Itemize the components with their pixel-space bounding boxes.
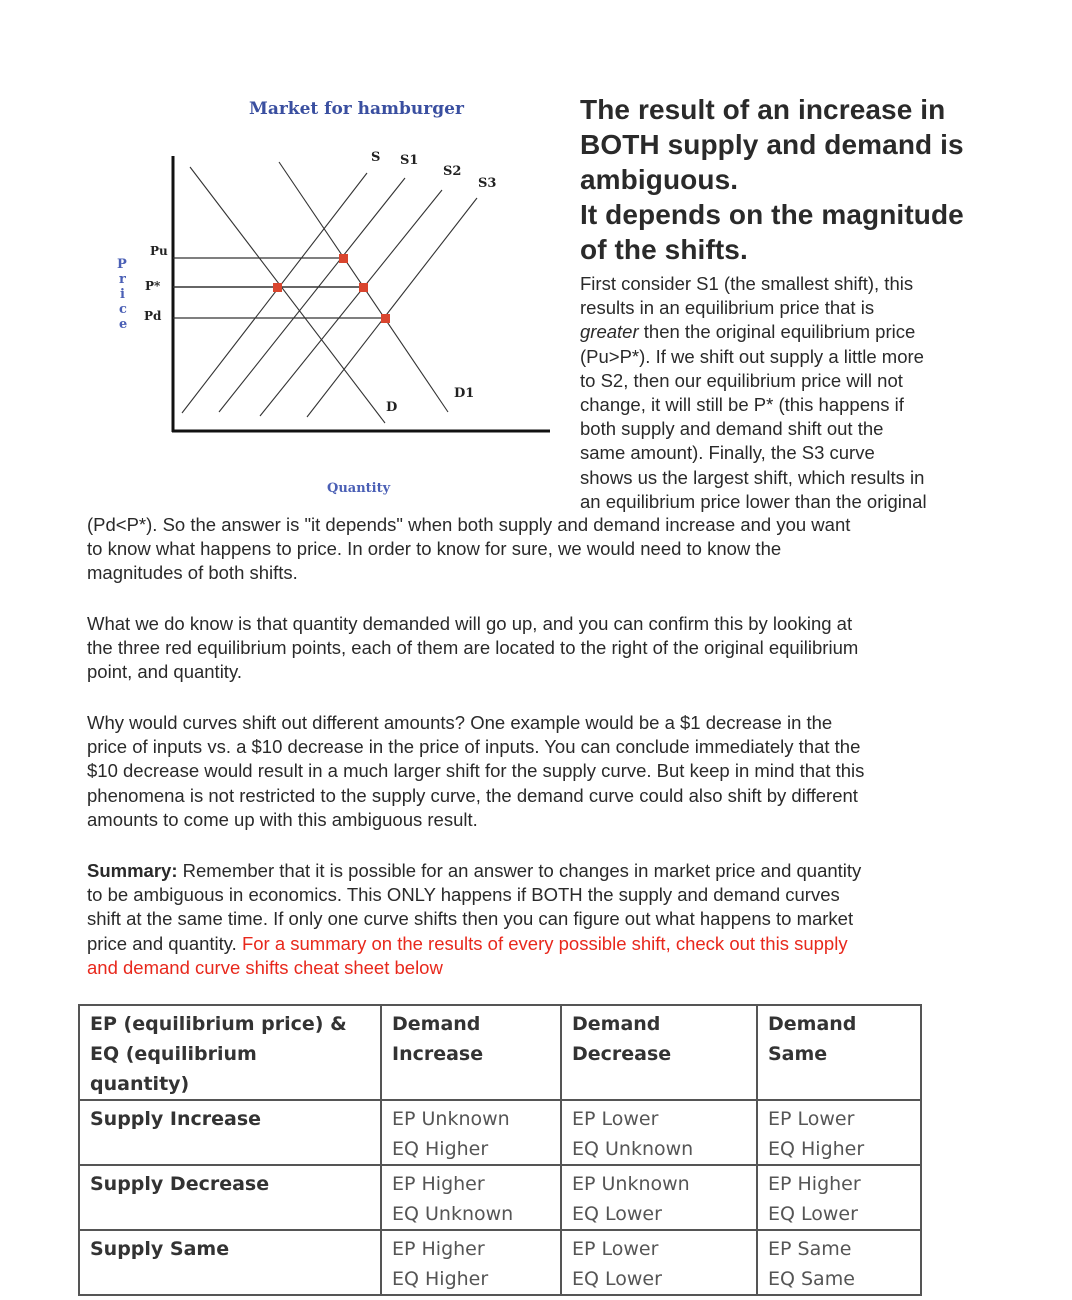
text-line: (Pu>P*). If we shift out supply a little more (580, 345, 924, 367)
cell-line: EQ Lower (572, 1203, 662, 1225)
text-line: an equilibrium price lower than the original (580, 490, 927, 512)
svg-text:c: c (119, 302, 127, 317)
text-line: (Pd<P*). So the answer is "it depends" when both supply and demand increase and you want (87, 514, 851, 535)
heading-line: The result of an increase in (580, 94, 946, 125)
paragraph-summary (87, 859, 977, 980)
supply-curve-s2 (260, 190, 442, 416)
cell-line: EQ Higher (768, 1138, 865, 1160)
text-line: First consider S1 (the smallest shift), this (580, 273, 914, 294)
text-line: point, and quantity. (87, 661, 242, 683)
x-axis-label: Quantity (327, 481, 391, 496)
cell-line: Demand (392, 1013, 481, 1035)
emphasis-greater: greater (580, 321, 639, 343)
cell-line: EQ Lower (768, 1203, 858, 1225)
cell-line: EP Higher (392, 1173, 485, 1195)
table-cell (381, 1100, 561, 1165)
graph-title: Market for hamburger (249, 99, 464, 119)
price-label-pd: Pd (144, 309, 162, 323)
supply-curve-s (182, 173, 367, 413)
cell-line: Demand (768, 1013, 857, 1035)
shift-cheat-sheet-table (78, 1004, 922, 1296)
label-s3: S3 (478, 176, 497, 191)
cell-line: EP Higher (768, 1173, 861, 1195)
table-cell (757, 1100, 921, 1165)
equilibrium-point-original (273, 283, 282, 292)
text-span: Remember that it is possible for an answer to changes in market price and quantity (177, 860, 862, 881)
paragraph-why-shift (87, 711, 977, 832)
equilibrium-point-s1 (339, 254, 348, 263)
text-line: amounts to come up with this ambiguous result. (87, 808, 478, 830)
text-line: the three red equilibrium points, each of them are located to the right of the original equilibrium (87, 637, 859, 659)
cell-line: EP Lower (572, 1238, 659, 1260)
cell-line: EP (equilibrium price) & (90, 1013, 347, 1035)
y-axis-label (117, 257, 127, 332)
cell-line: EQ Higher (392, 1268, 489, 1290)
column-header-demand-increase (381, 1005, 561, 1100)
text-line: shift at the same time. If only one curve shifts then you can figure out what happens to market (87, 908, 854, 930)
price-label-pstar: P* (145, 279, 161, 293)
text-line: both supply and demand shift out the (580, 418, 884, 440)
text-line: $10 decrease would result in a much larger shift for the supply curve. But keep in mind that this (87, 760, 865, 782)
text-line: to S2, then our equilibrium price will not (580, 369, 903, 391)
text-line: Why would curves shift out different amounts? One example would be a $1 decrease in the (87, 712, 833, 733)
equilibrium-point-s2 (359, 283, 368, 292)
column-header-demand-same (757, 1005, 921, 1100)
svg-text:e: e (119, 317, 128, 332)
supply-curve-s3 (307, 198, 477, 417)
label-d1: D1 (454, 386, 475, 401)
cell-line: Demand (572, 1013, 661, 1035)
table-cell (381, 1230, 561, 1295)
row-header-supply-same: Supply Same (79, 1230, 381, 1295)
table-cell (757, 1230, 921, 1295)
table-cell (561, 1100, 757, 1165)
text-line: to be ambiguous in economics. This ONLY happens if BOTH the supply and demand curves (87, 884, 840, 906)
heading (580, 92, 1020, 267)
column-header-demand-decrease (561, 1005, 757, 1100)
row-header-supply-decrease: Supply Decrease (79, 1165, 381, 1230)
text-line: phenomena is not restricted to the supply curve, the demand curve could also shift by different (87, 784, 858, 806)
svg-text:i: i (120, 287, 125, 302)
heading-line: It depends on the magnitude (580, 199, 964, 230)
paragraph-it-depends (87, 513, 977, 586)
cell-line: EP Higher (392, 1238, 485, 1260)
table-cell (381, 1165, 561, 1230)
table-cell (757, 1165, 921, 1230)
label-d: D (386, 400, 398, 415)
text-line (87, 859, 977, 883)
label-s1: S1 (400, 153, 419, 168)
text-line: to know what happens to price. In order to know for sure, we would need to know the (87, 538, 782, 560)
text-line: same amount). Finally, the S3 curve (580, 442, 875, 464)
table-row (79, 1100, 921, 1165)
summary-label: Summary: (87, 860, 178, 881)
text-line: results in an equilibrium price that is (580, 297, 875, 319)
svg-text:r: r (119, 272, 126, 287)
text-line (87, 932, 977, 956)
cell-line: Same (768, 1043, 828, 1065)
row-header-supply-increase: Supply Increase (79, 1100, 381, 1165)
text-line: What we do know is that quantity demanded will go up, and you can confirm this by looking at (87, 613, 853, 634)
supply-demand-graph (0, 0, 560, 510)
text-line: magnitudes of both shifts. (87, 562, 298, 584)
cell-line: quantity) (90, 1073, 190, 1095)
cell-line: EP Same (768, 1238, 852, 1260)
table-row (79, 1230, 921, 1295)
cell-line: EP Lower (572, 1108, 659, 1130)
table-row (79, 1165, 921, 1230)
heading-line: ambiguous. (580, 164, 739, 195)
explanation-paragraph (580, 272, 980, 514)
label-s: S (371, 150, 381, 165)
text-line: price of inputs vs. a $10 decrease in the price of inputs. You can conclude immediately that the (87, 736, 861, 758)
cell-line: EQ Unknown (572, 1138, 694, 1160)
cell-line: EP Lower (768, 1108, 855, 1130)
text-span: price and quantity. (87, 932, 242, 954)
cell-line: EQ Same (768, 1268, 855, 1290)
price-label-pu: Pu (150, 244, 168, 258)
cheat-sheet-note: For a summary on the results of every possible shift, check out this supply (241, 932, 848, 954)
cheat-sheet-note: and demand curve shifts cheat sheet below (87, 956, 443, 978)
cell-line: EQ (equilibrium (90, 1043, 257, 1065)
heading-line: of the shifts. (580, 234, 748, 265)
cell-line: EQ Higher (392, 1138, 489, 1160)
text-line: shows us the largest shift, which results in (580, 466, 925, 488)
cell-line: EP Unknown (572, 1173, 690, 1195)
heading-line: BOTH supply and demand is (580, 129, 964, 160)
text-span: then the original equilibrium price (638, 321, 916, 343)
equilibrium-point-s3 (381, 314, 390, 323)
cell-line: Decrease (572, 1043, 672, 1065)
cell-line: EQ Unknown (392, 1203, 514, 1225)
cell-line: EQ Lower (572, 1268, 662, 1290)
text-line: change, it will still be P* (this happens if (580, 394, 904, 416)
table-cell (561, 1230, 757, 1295)
svg-text:P: P (117, 257, 127, 272)
cell-line: Increase (392, 1043, 484, 1065)
table-corner-header (79, 1005, 381, 1100)
demand-curve-d (190, 167, 385, 423)
table-header-row (79, 1005, 921, 1100)
label-s2: S2 (443, 164, 462, 179)
table-cell (561, 1165, 757, 1230)
text-line (580, 320, 980, 344)
supply-curve-s1 (219, 178, 405, 412)
paragraph-quantity (87, 612, 977, 685)
cell-line: EP Unknown (392, 1108, 510, 1130)
